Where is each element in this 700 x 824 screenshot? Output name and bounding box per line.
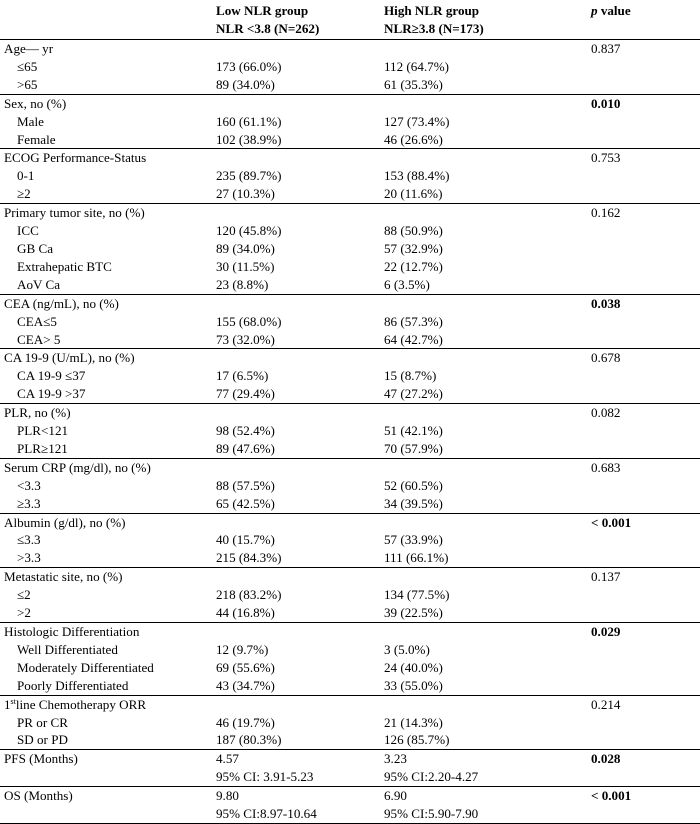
high-nlr-value: 3 (5.0%) — [384, 641, 430, 657]
group-header-row — [0, 94, 700, 112]
row-label: Male — [17, 113, 44, 129]
low-nlr-value: 89 (34.0%) — [216, 76, 275, 92]
low-nlr-value: 69 (55.6%) — [216, 659, 275, 675]
group-low-empty — [212, 94, 380, 112]
p-value: 0.038 — [587, 294, 700, 312]
row-label: ≤65 — [17, 58, 38, 74]
row-p-empty — [587, 440, 700, 458]
pfs-ci-p-empty — [587, 768, 700, 786]
table-row — [0, 258, 700, 276]
high-nlr-value: 61 (35.3%) — [384, 76, 443, 92]
group-header-row — [0, 349, 700, 367]
group-high-empty — [380, 40, 587, 58]
table-row — [0, 440, 700, 458]
group-high-empty — [380, 349, 587, 367]
high-nlr-value: 64 (42.7%) — [384, 331, 443, 347]
row-p-empty — [587, 677, 700, 695]
row-p-empty — [587, 604, 700, 622]
os-label: OS (Months) — [0, 787, 212, 805]
group-high-empty — [380, 695, 587, 713]
row-p-empty — [587, 331, 700, 349]
group-header-row — [0, 294, 700, 312]
group-high-empty — [380, 149, 587, 167]
low-nlr-value: 40 (15.7%) — [216, 532, 275, 548]
high-nlr-value: 24 (40.0%) — [384, 659, 443, 675]
group-header-row — [0, 623, 700, 641]
low-nlr-value: 155 (68.0%) — [216, 313, 282, 329]
group-high-empty — [380, 513, 587, 531]
table-header — [0, 0, 700, 40]
table-row — [0, 677, 700, 695]
high-nlr-value: 22 (12.7%) — [384, 258, 443, 274]
header-p-value — [587, 0, 700, 40]
high-nlr-value: 21 (14.3%) — [384, 714, 443, 730]
low-nlr-value: 65 (42.5%) — [216, 495, 275, 511]
os-p-value: < 0.001 — [587, 787, 700, 805]
table-row — [0, 331, 700, 349]
low-nlr-value: 43 (34.7%) — [216, 677, 275, 693]
row-p-empty — [587, 549, 700, 567]
p-value: 0.137 — [587, 568, 700, 586]
row-label: SD or PD — [17, 732, 68, 748]
group-label — [0, 695, 212, 713]
low-nlr-value: 235 (89.7%) — [216, 168, 282, 184]
low-nlr-value: 27 (10.3%) — [216, 186, 275, 202]
table-row — [0, 58, 700, 76]
row-label: ≥3.3 — [17, 495, 41, 511]
high-nlr-value: 33 (55.0%) — [384, 677, 443, 693]
row-label: >3.3 — [17, 550, 41, 566]
low-nlr-value: 46 (19.7%) — [216, 714, 275, 730]
row-p-empty — [587, 495, 700, 513]
high-nlr-value: 88 (50.9%) — [384, 223, 443, 239]
p-value: 0.082 — [587, 404, 700, 422]
high-nlr-value: 111 (66.1%) — [384, 550, 449, 566]
group-header-row — [0, 204, 700, 222]
header-p-italic: p — [591, 3, 598, 18]
p-value: 0.010 — [587, 94, 700, 112]
header-row — [0, 0, 700, 40]
table-row — [0, 76, 700, 94]
table-row — [0, 240, 700, 258]
row-label: PLR≥121 — [17, 440, 68, 456]
row-p-empty — [587, 222, 700, 240]
high-nlr-value: 127 (73.4%) — [384, 113, 450, 129]
p-value: 0.162 — [587, 204, 700, 222]
group-label: Age— yr — [0, 40, 212, 58]
header-high-nlr-line1: High NLR group — [384, 3, 480, 18]
os-ci-p-empty — [587, 805, 700, 823]
os-row — [0, 787, 700, 805]
high-nlr-value: 153 (88.4%) — [384, 168, 450, 184]
group-label: Primary tumor site, no (%) — [0, 204, 212, 222]
group-high-empty — [380, 458, 587, 476]
row-label: ≤2 — [17, 587, 31, 603]
group-low-empty — [212, 404, 380, 422]
header-variable — [0, 0, 212, 40]
table-row — [0, 531, 700, 549]
group-label: ECOG Performance-Status — [0, 149, 212, 167]
group-header-row — [0, 149, 700, 167]
row-label: Extrahepatic BTC — [17, 258, 112, 274]
low-nlr-value: 30 (11.5%) — [216, 258, 275, 274]
os-ci-label-empty — [0, 805, 212, 823]
p-value: 0.683 — [587, 458, 700, 476]
low-nlr-value: 12 (9.7%) — [216, 641, 269, 657]
high-nlr-value: 134 (77.5%) — [384, 587, 450, 603]
row-p-empty — [587, 131, 700, 149]
row-p-empty — [587, 313, 700, 331]
table-row — [0, 477, 700, 495]
group-low-empty — [212, 349, 380, 367]
low-nlr-value: 88 (57.5%) — [216, 477, 275, 493]
row-label: PLR<121 — [17, 423, 69, 439]
p-value: 0.029 — [587, 623, 700, 641]
high-nlr-value: 51 (42.1%) — [384, 423, 443, 439]
group-label-post: line Chemotherapy ORR — [15, 696, 147, 712]
table-row — [0, 422, 700, 440]
row-label: ICC — [17, 223, 39, 239]
row-label: PR or CR — [17, 714, 68, 730]
group-high-empty — [380, 294, 587, 312]
os-high-ci: 95% CI:5.90-7.90 — [380, 805, 587, 823]
os-high-value: 6.90 — [380, 787, 587, 805]
group-header-row — [0, 695, 700, 713]
group-low-empty — [212, 695, 380, 713]
low-nlr-value: 102 (38.9%) — [216, 131, 282, 147]
row-p-empty — [587, 258, 700, 276]
group-label: PLR, no (%) — [0, 404, 212, 422]
row-p-empty — [587, 531, 700, 549]
pfs-label: PFS (Months) — [0, 750, 212, 768]
table-row — [0, 113, 700, 131]
row-p-empty — [587, 113, 700, 131]
pfs-low-ci: 95% CI: 3.91-5.23 — [216, 769, 314, 785]
high-nlr-value: 57 (32.9%) — [384, 240, 443, 256]
row-label: CEA≤5 — [17, 313, 57, 329]
row-p-empty — [587, 276, 700, 294]
high-nlr-value: 70 (57.9%) — [384, 440, 443, 456]
row-label: Well Differentiated — [17, 641, 118, 657]
row-label: Poorly Differentiated — [17, 677, 129, 693]
group-label: Sex, no (%) — [0, 94, 212, 112]
table-row — [0, 222, 700, 240]
high-nlr-value: 57 (33.9%) — [384, 532, 443, 548]
group-header-row — [0, 40, 700, 58]
p-value: 0.214 — [587, 695, 700, 713]
low-nlr-value: 77 (29.4%) — [216, 386, 275, 402]
low-nlr-value: 17 (6.5%) — [216, 368, 269, 384]
row-p-empty — [587, 659, 700, 677]
group-high-empty — [380, 404, 587, 422]
high-nlr-value: 86 (57.3%) — [384, 313, 443, 329]
pfs-high-value: 3.23 — [380, 750, 587, 768]
table-row — [0, 167, 700, 185]
group-low-empty — [212, 40, 380, 58]
group-low-empty — [212, 568, 380, 586]
high-nlr-value: 46 (26.6%) — [384, 131, 443, 147]
table-row — [0, 495, 700, 513]
low-nlr-value: 89 (47.6%) — [216, 440, 275, 456]
high-nlr-value: 6 (3.5%) — [384, 276, 430, 292]
table-row — [0, 131, 700, 149]
high-nlr-value: 52 (60.5%) — [384, 477, 443, 493]
low-nlr-value: 98 (52.4%) — [216, 423, 275, 439]
group-high-empty — [380, 94, 587, 112]
group-label: Albumin (g/dl), no (%) — [0, 513, 212, 531]
high-nlr-value: 15 (8.7%) — [384, 368, 437, 384]
pfs-row — [0, 750, 700, 768]
low-nlr-value: 218 (83.2%) — [216, 587, 282, 603]
table-row — [0, 276, 700, 294]
row-p-empty — [587, 185, 700, 203]
row-label: ≤3.3 — [17, 532, 41, 548]
os-low-ci: 95% CI:8.97-10.64 — [212, 805, 380, 823]
row-p-empty — [587, 385, 700, 403]
table-row — [0, 586, 700, 604]
group-low-empty — [212, 204, 380, 222]
pfs-high-ci: 95% CI:2.20-4.27 — [384, 769, 479, 785]
high-nlr-value: 20 (11.6%) — [384, 186, 443, 202]
os-ci-row — [0, 805, 700, 823]
group-header-row — [0, 404, 700, 422]
row-label: Moderately Differentiated — [17, 659, 154, 675]
group-low-empty — [212, 513, 380, 531]
header-high-nlr-line2: NLR≥3.8 (N=173) — [384, 20, 484, 36]
table-row — [0, 659, 700, 677]
row-p-empty — [587, 58, 700, 76]
header-low-nlr-line1: Low NLR group — [216, 3, 309, 18]
pfs-ci-label-empty — [0, 768, 212, 786]
group-low-empty — [212, 623, 380, 641]
row-label: >65 — [17, 76, 38, 92]
table-row — [0, 641, 700, 659]
group-low-empty — [212, 458, 380, 476]
row-label: >2 — [17, 605, 31, 621]
row-p-empty — [587, 641, 700, 659]
high-nlr-value: 39 (22.5%) — [384, 605, 443, 621]
p-value: 0.837 — [587, 40, 700, 58]
low-nlr-value: 23 (8.8%) — [216, 276, 269, 292]
high-nlr-value: 47 (27.2%) — [384, 386, 443, 402]
row-label: 0-1 — [17, 168, 35, 184]
group-high-empty — [380, 568, 587, 586]
header-low-nlr-line2: NLR <3.8 (N=262) — [216, 20, 320, 36]
row-p-empty — [587, 240, 700, 258]
row-label: GB Ca — [17, 240, 54, 256]
p-value: 0.678 — [587, 349, 700, 367]
group-label: CA 19-9 (U/mL), no (%) — [0, 349, 212, 367]
row-label: CA 19-9 >37 — [17, 386, 86, 402]
row-label: <3.3 — [17, 477, 41, 493]
row-label: CEA> 5 — [17, 331, 61, 347]
low-nlr-value: 44 (16.8%) — [216, 605, 275, 621]
group-header-row — [0, 513, 700, 531]
row-p-empty — [587, 477, 700, 495]
row-label: AoV Ca — [17, 276, 61, 292]
table-row — [0, 604, 700, 622]
low-nlr-value: 120 (45.8%) — [216, 223, 282, 239]
row-label: ≥2 — [17, 186, 31, 202]
group-high-empty — [380, 204, 587, 222]
pfs-low-value: 4.57 — [212, 750, 380, 768]
table-row — [0, 714, 700, 732]
header-p-rest: value — [597, 3, 631, 18]
low-nlr-value: 173 (66.0%) — [216, 58, 282, 74]
table-row — [0, 185, 700, 203]
p-value: 0.753 — [587, 149, 700, 167]
low-nlr-value: 89 (34.0%) — [216, 240, 275, 256]
row-label: Female — [17, 131, 56, 147]
low-nlr-value: 160 (61.1%) — [216, 113, 282, 129]
low-nlr-value: 215 (84.3%) — [216, 550, 282, 566]
row-p-empty — [587, 714, 700, 732]
table-row — [0, 549, 700, 567]
group-label: Serum CRP (mg/dl), no (%) — [0, 458, 212, 476]
group-label-sup: st — [10, 696, 16, 706]
row-label: CA 19-9 ≤37 — [17, 368, 86, 384]
low-nlr-value: 73 (32.0%) — [216, 331, 275, 347]
header-high-nlr — [380, 0, 587, 40]
row-p-empty — [587, 76, 700, 94]
p-value: < 0.001 — [587, 513, 700, 531]
table-row — [0, 313, 700, 331]
high-nlr-value: 34 (39.5%) — [384, 495, 443, 511]
pfs-p-value: 0.028 — [587, 750, 700, 768]
row-p-empty — [587, 422, 700, 440]
group-header-row — [0, 458, 700, 476]
row-p-empty — [587, 167, 700, 185]
table-row — [0, 731, 700, 749]
table-row — [0, 385, 700, 403]
table-body — [0, 40, 700, 824]
group-low-empty — [212, 294, 380, 312]
row-p-empty — [587, 586, 700, 604]
row-p-empty — [587, 731, 700, 749]
high-nlr-value: 126 (85.7%) — [384, 732, 450, 748]
group-high-empty — [380, 623, 587, 641]
table-row — [0, 367, 700, 385]
group-label: CEA (ng/mL), no (%) — [0, 294, 212, 312]
header-low-nlr — [212, 0, 380, 40]
group-header-row — [0, 568, 700, 586]
os-low-value: 9.80 — [212, 787, 380, 805]
group-label: Metastatic site, no (%) — [0, 568, 212, 586]
group-label-pre: 1 — [4, 696, 11, 712]
group-low-empty — [212, 149, 380, 167]
group-label: Histologic Differentiation — [0, 623, 212, 641]
pfs-ci-row — [0, 768, 700, 786]
low-nlr-value: 187 (80.3%) — [216, 732, 282, 748]
row-p-empty — [587, 367, 700, 385]
high-nlr-value: 112 (64.7%) — [384, 58, 449, 74]
